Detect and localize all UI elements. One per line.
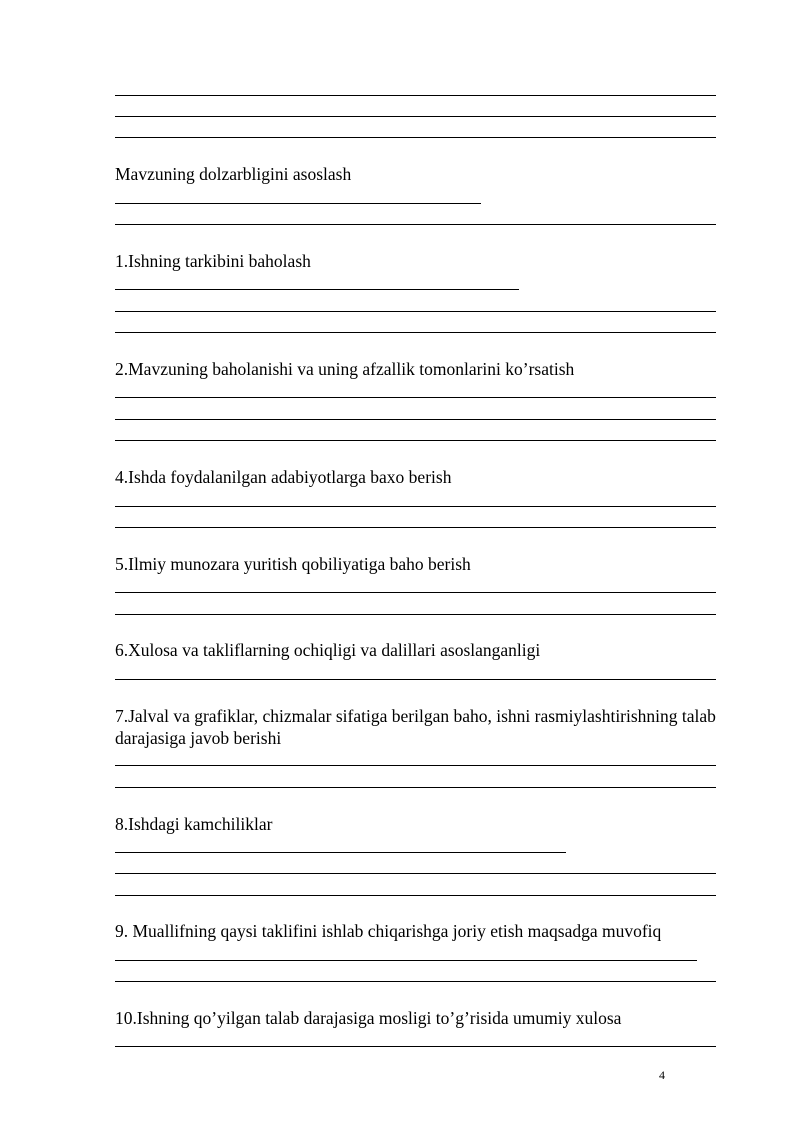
answer-line[interactable]	[115, 332, 716, 333]
answer-line[interactable]	[115, 765, 716, 766]
section-heading-6: 6.Xulosa va takliflarning ochiqligi va dalillari asoslanganligi	[115, 640, 541, 660]
answer-line[interactable]	[115, 787, 716, 788]
answer-line[interactable]	[115, 895, 716, 896]
answer-line[interactable]	[115, 203, 481, 204]
page-number: 4	[659, 1068, 665, 1082]
answer-line[interactable]	[115, 289, 519, 290]
answer-line[interactable]	[115, 419, 716, 420]
answer-line[interactable]	[115, 852, 566, 853]
answer-line[interactable]	[115, 960, 697, 961]
answer-line[interactable]	[115, 311, 716, 312]
section-heading-4: 4.Ishda foydalanilgan adabiyotlarga baxo berish	[115, 467, 452, 487]
answer-line[interactable]	[115, 506, 716, 507]
section-heading-relevance: Mavzuning dolzarbligini asoslash	[115, 164, 352, 184]
answer-line[interactable]	[115, 1046, 716, 1047]
section-heading-2: 2.Mavzuning baholanishi va uning afzallik tomonlarini ko’rsatish	[115, 359, 575, 379]
answer-line[interactable]	[115, 592, 716, 593]
answer-line[interactable]	[115, 981, 716, 982]
answer-line[interactable]	[115, 95, 716, 96]
answer-line[interactable]	[115, 527, 716, 528]
section-heading-7: 7.Jalval va grafiklar, chizmalar sifatiga berilgan baho, ishni rasmiylashtirishning talab darajasiga javob berishi	[115, 706, 716, 748]
answer-line[interactable]	[115, 397, 716, 398]
section-heading-1: 1.Ishning tarkibini baholash	[115, 251, 311, 271]
answer-line[interactable]	[115, 440, 716, 441]
section-heading-8: 8.Ishdagi kamchiliklar	[115, 814, 273, 834]
answer-line[interactable]	[115, 679, 716, 680]
answer-line[interactable]	[115, 873, 716, 874]
answer-line[interactable]	[115, 137, 716, 138]
answer-line[interactable]	[115, 116, 716, 117]
section-heading-9: 9. Muallifning qaysi taklifini ishlab chiqarishga joriy etish maqsadga muvofiq	[115, 921, 662, 941]
section-heading-5: 5.Ilmiy munozara yuritish qobiliyatiga baho berish	[115, 554, 471, 574]
section-heading-10: 10.Ishning qo’yilgan talab darajasiga mosligi to’g’risida umumiy xulosa	[115, 1008, 622, 1028]
answer-line[interactable]	[115, 614, 716, 615]
answer-line[interactable]	[115, 224, 716, 225]
